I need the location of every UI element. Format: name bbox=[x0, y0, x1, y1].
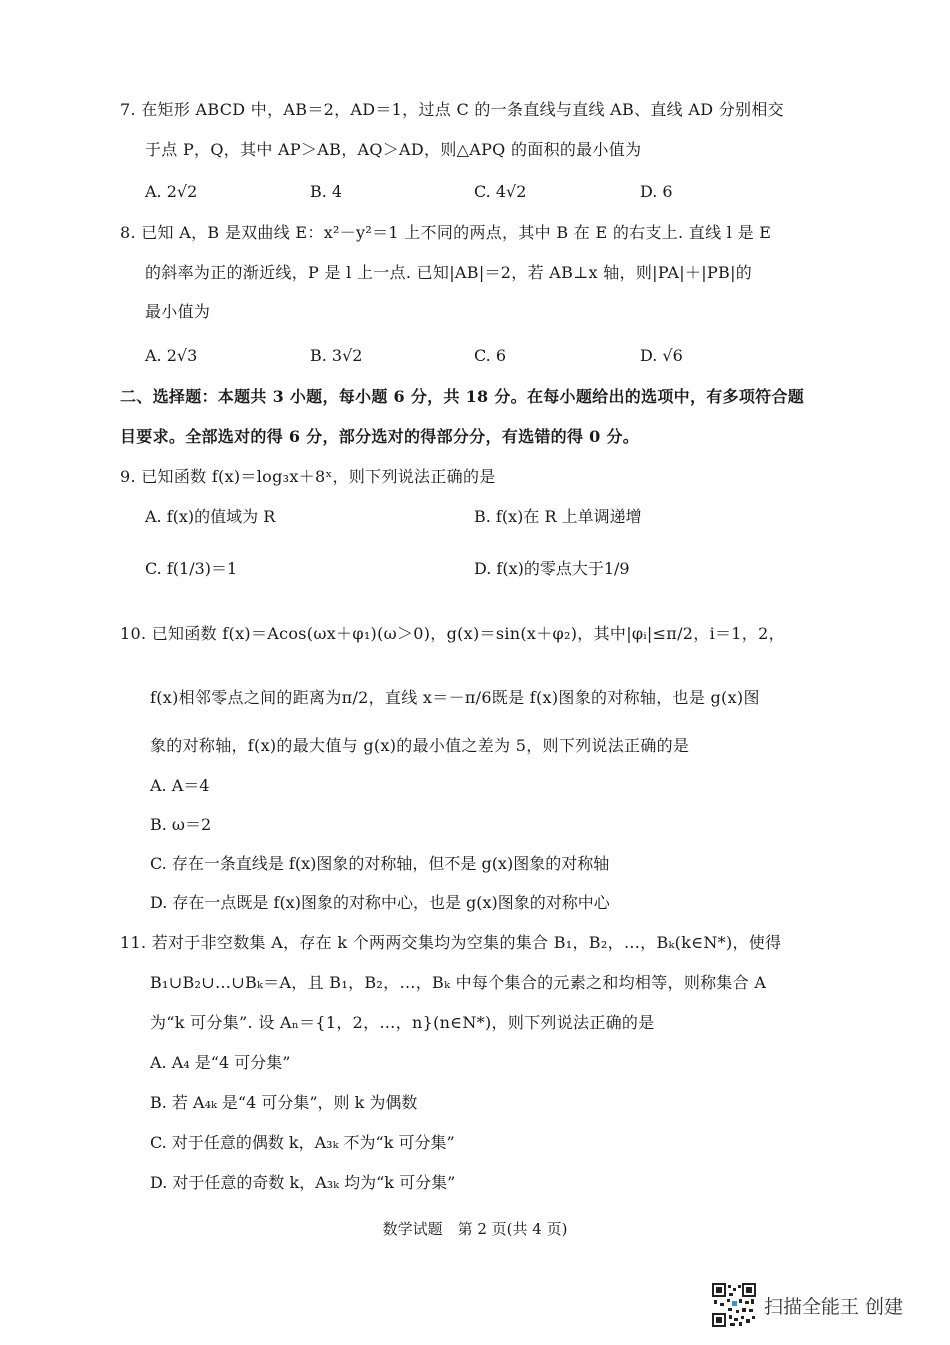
section2-line2: 目要求。全部选对的得 6 分，部分选对的得部分分，有选错的得 0 分。 bbox=[120, 427, 640, 446]
q7-option-c: C. 4√2 bbox=[474, 182, 527, 201]
q8-option-a: A. 2√3 bbox=[145, 346, 198, 365]
qr-code-icon bbox=[712, 1283, 756, 1327]
q7-line1: 7. 在矩形 ABCD 中，AB＝2，AD＝1，过点 C 的一条直线与直线 AB、直线 AD 分别相交 bbox=[120, 100, 784, 119]
section2-line1: 二、选择题：本题共 3 小题，每小题 6 分，共 18 分。在每小题给出的选项中，有多项符合题 bbox=[120, 387, 805, 406]
q10-option-d: D. 存在一点既是 f(x)图象的对称中心，也是 g(x)图象的对称中心 bbox=[150, 893, 610, 912]
q9-option-a: A. f(x)的值域为 R bbox=[145, 507, 276, 526]
q11-option-b: B. 若 A₄ₖ 是“4 可分集”，则 k 为偶数 bbox=[150, 1093, 418, 1112]
q7-line2: 于点 P，Q，其中 AP＞AB，AQ＞AD，则△APQ 的面积的最小值为 bbox=[145, 140, 642, 159]
q9-option-d: D. f(x)的零点大于1/9 bbox=[474, 559, 630, 578]
scanner-watermark bbox=[712, 1283, 903, 1327]
q11-option-d: D. 对于任意的奇数 k，A₃ₖ 均为“k 可分集” bbox=[150, 1173, 456, 1192]
q11-line1: 11. 若对于非空数集 A，存在 k 个两两交集均为空集的集合 B₁，B₂，…，Bₖ(k∈N*)，使得 bbox=[120, 933, 782, 952]
page-footer: 数学试题 第 2 页(共 4 页) bbox=[382, 1220, 568, 1238]
q8-line3: 最小值为 bbox=[145, 302, 211, 321]
q8-option-c: C. 6 bbox=[474, 346, 507, 365]
q9-option-c: C. f(1/3)＝1 bbox=[145, 559, 238, 578]
q10-line3: 象的对称轴，f(x)的最大值与 g(x)的最小值之差为 5，则下列说法正确的是 bbox=[150, 736, 690, 755]
q8-line2: 的斜率为正的渐近线，P 是 l 上一点. 已知|AB|＝2，若 AB⊥x 轴，则|PA|＋|PB|的 bbox=[145, 263, 753, 282]
q11-line3: 为“k 可分集”. 设 Aₙ＝{1，2，…，n}(n∈N*)，则下列说法正确的是 bbox=[150, 1013, 655, 1032]
q9-option-b: B. f(x)在 R 上单调递增 bbox=[474, 507, 642, 526]
q9-line1: 9. 已知函数 f(x)＝log₃x＋8ˣ，则下列说法正确的是 bbox=[120, 467, 496, 486]
q8-line1: 8. 已知 A，B 是双曲线 E：x²－y²＝1 上不同的两点，其中 B 在 E 的右支上. 直线 l 是 E bbox=[120, 223, 772, 242]
q10-line1: 10. 已知函数 f(x)＝Acos(ωx＋φ₁)(ω＞0)，g(x)＝sin(x＋φ₂)，其中|φᵢ|≤π/2，i＝1，2， bbox=[120, 624, 785, 643]
q11-option-c: C. 对于任意的偶数 k，A₃ₖ 不为“k 可分集” bbox=[150, 1133, 455, 1152]
q10-option-b: B. ω＝2 bbox=[150, 815, 212, 834]
q10-line2: f(x)相邻零点之间的距离为π/2，直线 x＝－π/6既是 f(x)图象的对称轴，也是 g(x)图 bbox=[150, 688, 760, 707]
q10-option-c: C. 存在一条直线是 f(x)图象的对称轴，但不是 g(x)图象的对称轴 bbox=[150, 854, 610, 873]
q11-option-a: A. A₄ 是“4 可分集” bbox=[150, 1053, 291, 1072]
scanner-brand-text: 扫描全能王 创建 bbox=[764, 1295, 904, 1318]
q8-option-d: D. √6 bbox=[640, 346, 683, 365]
q7-option-d: D. 6 bbox=[640, 182, 673, 201]
q7-option-b: B. 4 bbox=[310, 182, 343, 201]
q8-option-b: B. 3√2 bbox=[310, 346, 363, 365]
q7-option-a: A. 2√2 bbox=[145, 182, 198, 201]
q10-option-a: A. A＝4 bbox=[150, 776, 210, 795]
q11-line2: B₁∪B₂∪…∪Bₖ＝A，且 B₁，B₂，…，Bₖ 中每个集合的元素之和均相等，则称集合 A bbox=[150, 973, 767, 992]
